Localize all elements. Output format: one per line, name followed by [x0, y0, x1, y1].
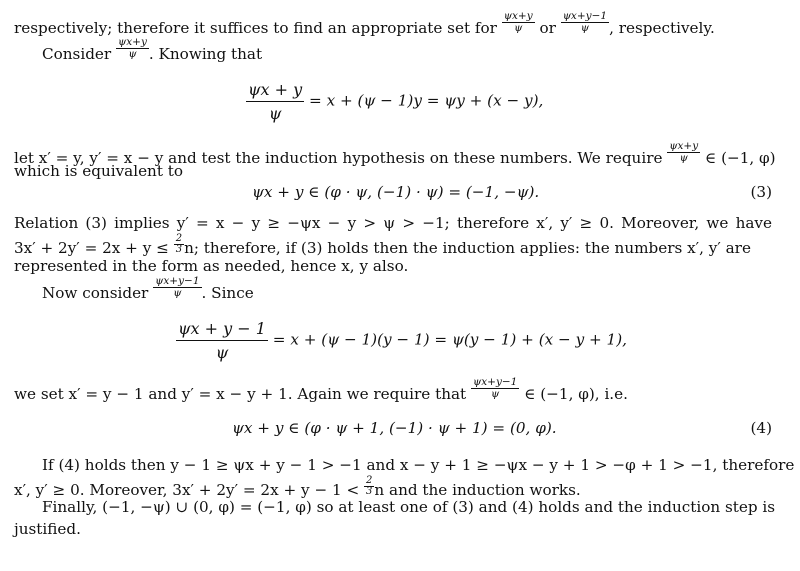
display-equation-4: ψx + y ∈ (φ · ψ + 1, (−1) · ψ + 1) = (0, φ). — [232, 419, 557, 437]
display-equation-1 — [246, 78, 543, 125]
text-line-1 — [14, 11, 772, 39]
fraction-psi-x-plus-y-minus-1 — [561, 11, 609, 34]
line10-text-a: Now consider — [42, 284, 149, 302]
fraction-display-2 — [176, 317, 268, 364]
frac-num: ψx+y−1 — [472, 376, 518, 388]
line1-text-a: respectively; therefore it suffices to find an appropriate set for — [14, 19, 497, 37]
fraction-psi-x-plus-y — [502, 11, 535, 34]
frac-den: ψ — [667, 152, 700, 164]
frac-den: ψ — [471, 388, 519, 400]
text-line-2 — [42, 37, 772, 65]
frac-den: ψ — [246, 101, 304, 125]
text-line-9: represented in the form as needed, hence x, y also. — [14, 257, 409, 275]
line10-text-b: . Since — [201, 284, 254, 302]
frac-den: ψ — [502, 22, 535, 34]
text-line-7: Relation (3) implies y′ = x − y ≥ −ψx − y > ψ > −1; therefore x′, y′ ≥ 0. Moreover, we have — [14, 214, 772, 232]
text-line-12 — [14, 377, 772, 405]
line15-text-b: n and the induction works. — [374, 481, 581, 499]
frac-num: ψx+y — [118, 36, 147, 48]
frac-num: ψx+y−1 — [562, 10, 608, 22]
frac-num: ψx+y — [669, 140, 699, 152]
frac-num: ψx+y−1 — [155, 275, 200, 287]
text-line-16: Finally, (−1, −ψ) ∪ (0, φ) = (−1, φ) so at least one of (3) and (4) holds and the induction step is — [42, 498, 776, 516]
frac-num: ψx + y − 1 — [178, 319, 266, 338]
fraction-psi-x-plus-y-minus-1 — [471, 377, 519, 400]
line12-text-b: ∈ (−1, φ), i.e. — [524, 385, 628, 403]
fraction-psi-x-plus-y-minus-1 — [153, 276, 201, 299]
line15-text-a: x′, y′ ≥ 0. Moreover, 3x′ + 2y′ = 2x + y − 1 < — [14, 481, 360, 499]
equation-number-4: (4) — [750, 419, 772, 437]
text-line-10 — [42, 276, 772, 304]
frac-den: ψ — [116, 48, 149, 60]
frac-num: ψx+y — [503, 10, 533, 22]
line8-text-b: n; therefore, if (3) holds then the induction applies: the numbers x′, y′ are — [184, 239, 751, 257]
frac-den: 3 — [175, 244, 183, 255]
line4-text-b: ∈ (−1, φ) — [705, 149, 776, 167]
text-line-14: If (4) holds then y − 1 ≥ ψx + y − 1 > −1 and x − y + 1 ≥ −ψx − y + 1 > −φ + 1 > −1, therefore — [42, 456, 795, 474]
equation-rhs: = x + (ψ − 1)(y − 1) = ψ(y − 1) + (x − y + 1), — [272, 330, 627, 349]
frac-den: 3 — [366, 486, 373, 497]
display-equation-3: ψx + y ∈ (φ · ψ, (−1) · ψ) = (−1, −ψ). — [252, 183, 540, 201]
display-equation-2 — [176, 317, 627, 364]
frac-num: 2 — [366, 475, 373, 486]
frac-num: 2 — [175, 233, 183, 244]
line1-or: or — [539, 19, 556, 37]
frac-den: ψ — [561, 22, 609, 34]
fraction-psi-x-plus-y — [116, 37, 149, 60]
line1-text-b: , respectively. — [609, 19, 715, 37]
fraction-two-thirds — [364, 476, 374, 497]
frac-den: ψ — [153, 287, 201, 299]
equation-number-3: (3) — [750, 183, 772, 201]
fraction-display-1 — [246, 78, 304, 125]
frac-num: ψx + y — [248, 80, 303, 99]
text-line-17: justified. — [14, 520, 81, 538]
line2-text-a: Consider — [42, 45, 112, 63]
frac-den: ψ — [176, 340, 268, 364]
fraction-two-thirds — [174, 234, 184, 255]
line4-text-a: let x′ = y, y′ = x − y and test the induction hypothesis on these numbers. We require — [14, 149, 663, 167]
line8-text-a: 3x′ + 2y′ = 2x + y ≤ — [14, 239, 169, 257]
equation-rhs: = x + (ψ − 1)y = ψy + (x − y), — [309, 91, 544, 110]
line12-text-a: we set x′ = y − 1 and y′ = x − y + 1. Again we require that — [14, 385, 467, 403]
text-line-5: which is equivalent to — [14, 162, 184, 180]
line2-text-b: . Knowing that — [148, 45, 263, 63]
